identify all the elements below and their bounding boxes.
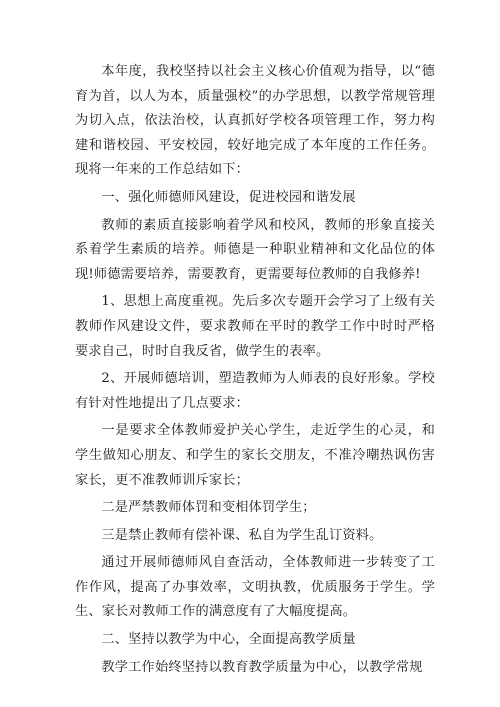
list-item-1: 1、思想上高度重视。先后多次专题开会学习了上级有关教师作风建设文件，要求教师在平时的教学工作中时时严格要求自己，时时自我反省，做学生的表率。 [75, 294, 435, 359]
requirement-1: 一是要求全体教师爱护关心学生，走近学生的心灵，和学生做知心朋友、和学生的家长交朋友，不准冷嘲热讽伤害家长，更不准教师训斥家长； [75, 423, 435, 488]
list-item-2: 2、开展师德培训，塑造教师为人师表的良好形象。学校有针对性地提出了几点要求： [75, 371, 435, 411]
body-paragraph: 通过开展师德师风自查活动，全体教师进一步转变了工作作风，提高了办事效率，文明执教，优质服务于学生。学生、家长对教师工作的满意度有了大幅度提高。 [75, 555, 435, 620]
document-page [75, 60, 435, 683]
requirement-2: 二是严禁教师体罚和变相体罚学生； [101, 500, 316, 516]
body-paragraph: 教学工作始终坚持以教育教学质量为中心，以教学常规 [101, 659, 423, 675]
intro-paragraph: 本年度，我校坚持以社会主义核心价值观为指导，以“德育为首，以人为本，质量强校”的办学思想，以教学常规管理为切入点，依法治校，认真抓好学校各项管理工作，努力构建和谐校园、平安校园，较好地完成了本年度的工作任务。现将一年来的工作总结如下： [75, 64, 435, 178]
section-heading-1: 一、强化师德师风建设，促进校园和谐发展 [101, 189, 356, 205]
requirement-3: 三是禁止教师有偿补课、私自为学生乱订资料。 [101, 527, 383, 543]
body-paragraph: 教师的素质直接影响着学风和校风，教师的形象直接关系着学生素质的培养。师德是一种职业精神和文化品位的体现!师德需要培养，需要教育，更需要每位教师的自我修养! [75, 217, 435, 282]
section-heading-2: 二、坚持以教学为中心，全面提高教学质量 [101, 632, 356, 648]
